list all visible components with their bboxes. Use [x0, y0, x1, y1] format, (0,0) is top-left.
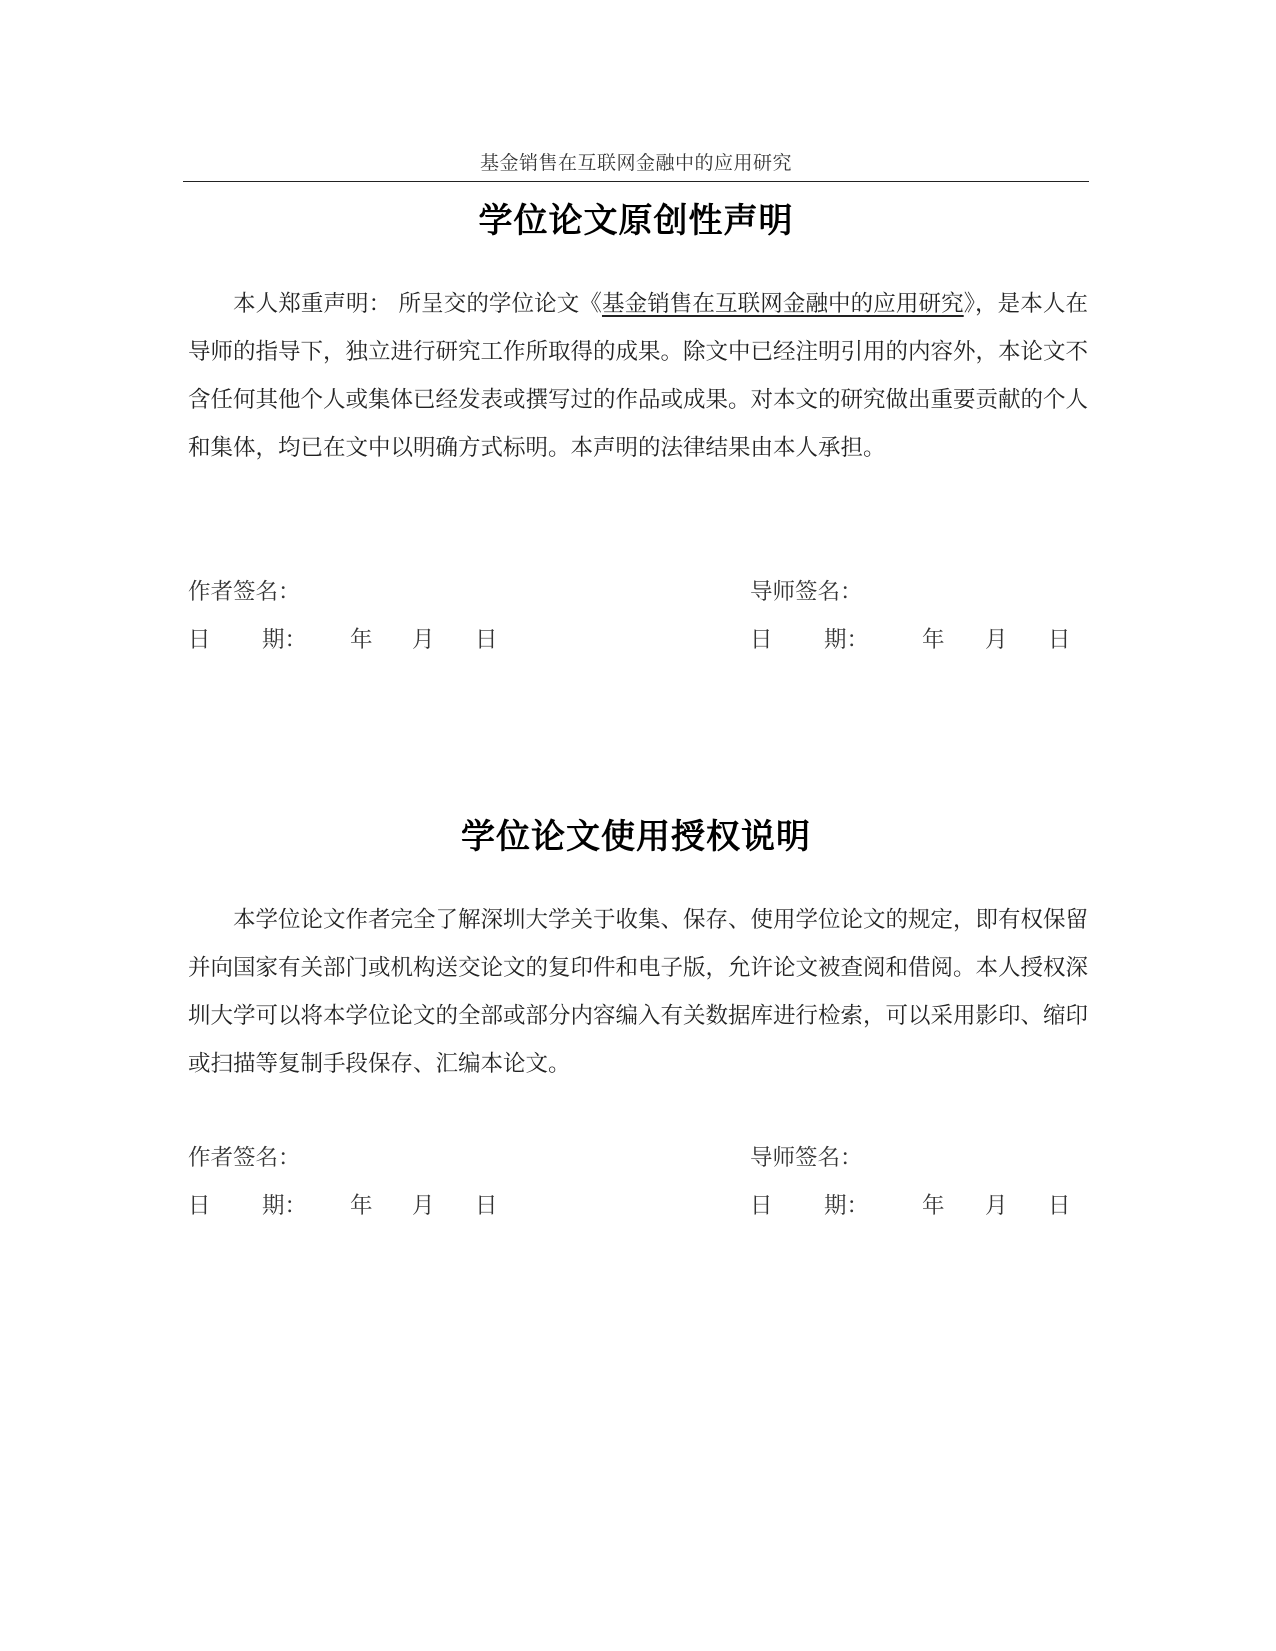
date-day: 日 [475, 1193, 498, 1219]
authorization-title: 学位论文使用授权说明 [461, 817, 811, 857]
date-ri: 日 [750, 627, 773, 653]
date-day: 日 [1048, 627, 1071, 653]
date-month: 月 [985, 1193, 1008, 1219]
date-qi: 期： [824, 627, 870, 653]
authorization-author-signature-label: 作者签名： [188, 1145, 301, 1171]
date-ri: 日 [750, 1193, 773, 1219]
declaration-text-before: 本人郑重声明： 所呈交的学位论文《 [233, 291, 602, 317]
authorization-paragraph: 本学位论文作者完全了解深圳大学关于收集、保存、使用学位论文的规定，即有权保留并向国家有关部门或机构送交论文的复印件和电子版，允许论文被查阅和借阅。本人授权深圳大学可以将本学位论文的全部或部分内容编入有关数据库进行检索，可以采用影印、缩印或扫描等复制手段保存、汇编本论文。 [188, 907, 1089, 1077]
date-year: 年 [350, 627, 373, 653]
date-month: 月 [412, 1193, 435, 1219]
date-ri: 日 [188, 627, 211, 653]
declaration-paragraph [188, 280, 1088, 472]
running-header: 基金销售在互联网金融中的应用研究 [479, 152, 792, 174]
declaration-advisor-signature-label: 导师签名： [750, 579, 863, 605]
date-qi: 期： [824, 1193, 870, 1219]
date-day: 日 [1048, 1193, 1071, 1219]
declaration-author-signature-label: 作者签名： [188, 579, 301, 605]
date-day: 日 [475, 627, 498, 653]
date-ri: 日 [188, 1193, 211, 1219]
date-year: 年 [350, 1193, 373, 1219]
date-year: 年 [922, 627, 945, 653]
authorization-advisor-signature-label: 导师签名： [750, 1145, 863, 1171]
date-qi: 期： [262, 627, 308, 653]
declaration-text-after: 》，是本人在导师的指导下，独立进行研究工作所取得的成果。除文中已经注明引用的内容外，本论文不含任何其他个人或集体已经发表或撰写过的作品或成果。对本文的研究做出重要贡献的个人和集体，均已在文中以明确方式标明。本声明的法律结果由本人承担。 [188, 291, 1089, 461]
declaration-title: 学位论文原创性声明 [478, 201, 794, 241]
date-qi: 期： [262, 1193, 308, 1219]
date-year: 年 [922, 1193, 945, 1219]
date-month: 月 [985, 627, 1008, 653]
date-month: 月 [412, 627, 435, 653]
header-rule [183, 181, 1089, 182]
declaration-thesis-title: 基金销售在互联网金融中的应用研究 [601, 291, 964, 317]
